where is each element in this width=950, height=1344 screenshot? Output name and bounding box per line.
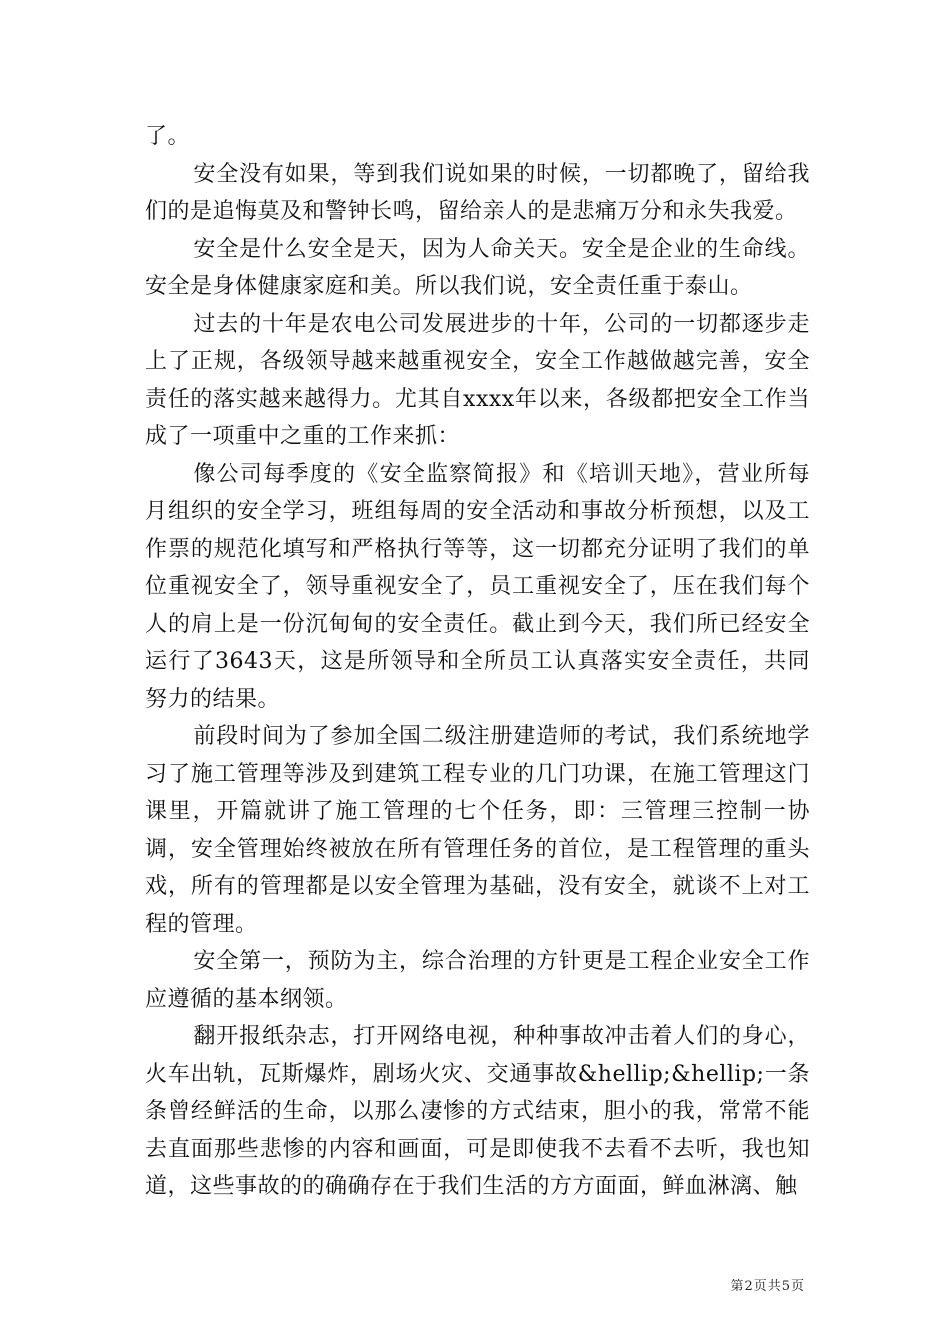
body-text: [145, 118, 810, 1206]
paragraph-construction-exam: 前段时间为了参加全国二级注册建造师的考试，我们系统地学习了施工管理等涉及到建筑工程专业的几门功课，在施工管理这门课里，开篇就讲了施工管理的七个任务，即：三管理三控制一协调，安全管理始终被放在所有管理任务的首位，是工程管理的重头戏，所有的管理都是以安全管理为基础，没有安全，就谈不上对工程的管理。: [145, 724, 810, 937]
paragraph-no-ifs: 安全没有如果，等到我们说如果的时候，一切都晚了，留给我们的是追悔莫及和警钟长鸣，留给亲人的是悲痛万分和永失我爱。: [145, 161, 810, 224]
paragraph-safety-first: 安全第一，预防为主，综合治理的方针更是工程企业安全工作应遵循的基本纲领。: [145, 949, 810, 1012]
paragraph-what-is-safety: 安全是什么安全是天，因为人命关天。安全是企业的生命线。安全是身体健康家庭和美。所以我们说，安全责任重于泰山。: [145, 236, 810, 299]
paragraph-past-decade: 过去的十年是农电公司发展进步的十年，公司的一切都逐步走上了正规，各级领导越来越重视安全，安全工作越做越完善，安全责任的落实越来越得力。尤其自xxxx年以来，各级都把安全工作当成了一项重中之重的工作来抓：: [145, 311, 810, 449]
paragraph-continuation: 了。: [145, 124, 191, 149]
paragraph-accidents: 翻开报纸杂志，打开网络电视，种种事故冲击着人们的身心，火车出轨，瓦斯爆炸，剧场火灾、交通事故&hellip;&hellip;一条条曾经鲜活的生命，以那么凄惨的方式结束，胆小的我，常常不能去直面那些悲惨的内容和画面，可是即使我不去看不去听，我也知道，这些事故的的确确存在于我们生活的方方面面，鲜血淋漓、触: [145, 1024, 810, 1199]
page-number: 第2页共5页: [730, 1279, 805, 1294]
paragraph-company-bulletins: 像公司每季度的《安全监察简报》和《培训天地》，营业所每月组织的安全学习，班组每周的安全活动和事故分析预想，以及工作票的规范化填写和严格执行等等，这一切都充分证明了我们的单位重视安全了，领导重视安全了，员工重视安全了，压在我们每个人的肩上是一份沉甸甸的安全责任。截止到今天，我们所已经安全运行了3643天，这是所领导和全所员工认真落实安全责任，共同努力的结果。: [145, 461, 810, 712]
